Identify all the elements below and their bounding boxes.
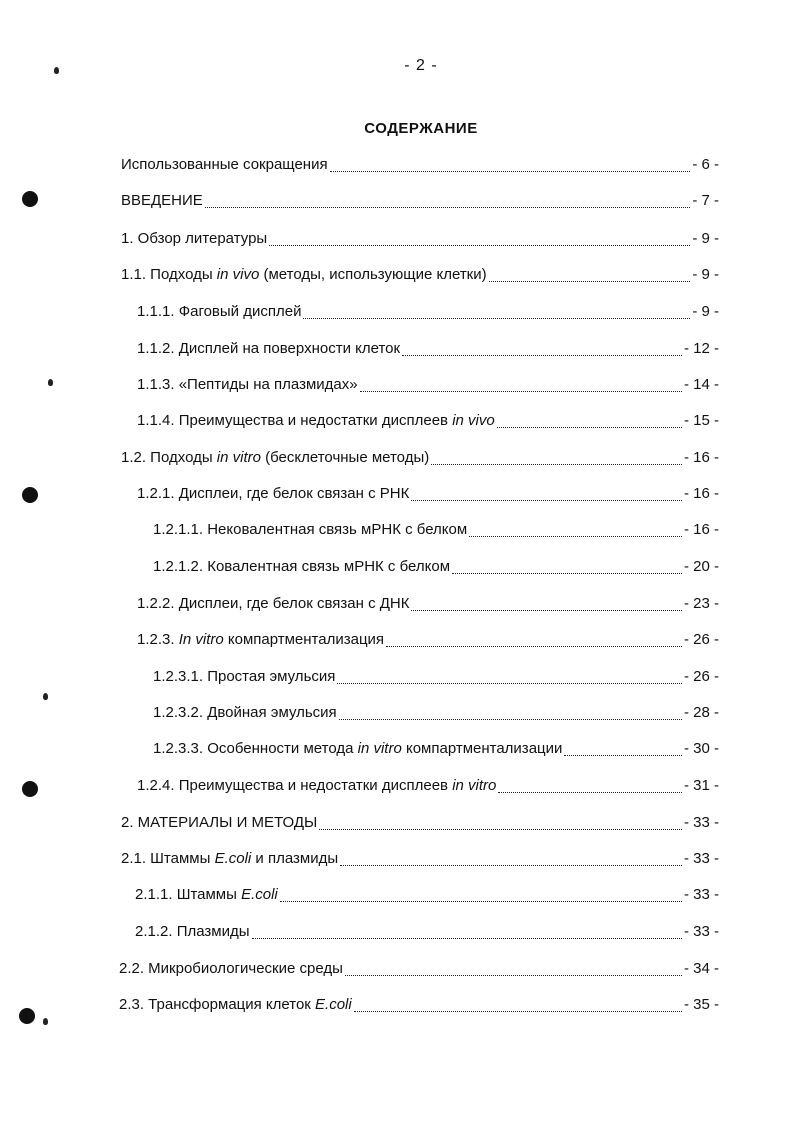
toc-entry-title: 2. МАТЕРИАЛЫ И МЕТОДЫ <box>121 814 318 831</box>
toc-entry-title: ВВЕДЕНИЕ <box>121 192 203 209</box>
toc-entry-title <box>137 411 495 431</box>
toc-entry-title: 1.2.3.1. Простая эмульсия <box>153 668 336 685</box>
toc-entry[interactable] <box>135 885 719 905</box>
toc-entry-title-italic: E.coli <box>315 996 352 1013</box>
toc-entry-title: 1.1.1. Фаговый дисплей <box>137 303 302 320</box>
toc-entry-title-italic: in vitro <box>216 449 261 466</box>
toc-entry-page: - 7 - <box>692 192 719 209</box>
toc-entry-title: 1.2.1.2. Ковалентная связь мРНК с белком <box>153 558 451 575</box>
toc-entry-title <box>121 265 487 285</box>
toc-entry-title-italic: E.coli <box>214 850 252 867</box>
toc-entry-title-part: компартментализация <box>223 631 385 648</box>
scan-speck-mark <box>43 1018 48 1025</box>
toc-entry-page: - 14 - <box>683 376 719 393</box>
toc-entry-page: - 35 - <box>683 996 719 1013</box>
toc-entry-title: 1.2.1.1. Нековалентная связь мРНК с белком <box>153 521 468 538</box>
toc-entry-title: 1.2.1. Дисплеи, где белок связан с РНК <box>137 485 410 502</box>
toc-entry-page: - 23 - <box>683 595 719 612</box>
dot-leader <box>402 345 682 359</box>
toc-entry[interactable] <box>137 630 719 650</box>
dot-leader <box>340 855 682 869</box>
dot-leader <box>345 965 682 979</box>
toc-entry-title-part: 1.2.3. <box>137 631 179 648</box>
dot-leader <box>252 928 682 942</box>
toc-entry-title-italic: in vitro <box>357 740 402 757</box>
punch-hole-mark <box>22 191 38 207</box>
punch-hole-mark <box>19 1008 35 1024</box>
toc-entry-title-italic: In vitro <box>178 631 224 648</box>
dot-leader <box>303 308 690 322</box>
toc-entry[interactable] <box>137 375 719 395</box>
toc-entry-title-part: 2.1.1. Штаммы <box>135 886 242 903</box>
toc-entry[interactable] <box>121 191 719 211</box>
toc-entry-page: - 28 - <box>683 704 719 721</box>
toc-entry[interactable] <box>121 448 719 468</box>
dot-leader <box>411 490 682 504</box>
dot-leader <box>337 673 682 687</box>
toc-entry-title: 1.2.2. Дисплеи, где белок связан с ДНК <box>137 595 410 612</box>
toc-entry[interactable] <box>153 739 719 759</box>
toc-entry-page: - 9 - <box>692 303 719 320</box>
dot-leader <box>319 819 682 833</box>
toc-entry-title: 2.2. Микробиологические среды <box>119 960 343 977</box>
dot-leader <box>431 454 682 468</box>
toc-entry-title: 2.1.2. Плазмиды <box>135 923 250 940</box>
toc-entry-page: - 9 - <box>692 266 719 283</box>
toc-entry[interactable] <box>153 520 719 540</box>
punch-hole-mark <box>22 781 38 797</box>
toc-entry-page: - 33 - <box>683 886 719 903</box>
dot-leader <box>497 417 682 431</box>
toc-entry[interactable] <box>119 995 719 1015</box>
toc-entry-title <box>137 630 384 650</box>
scan-speck-mark <box>48 379 53 386</box>
dot-leader <box>564 745 682 759</box>
toc-entry-page: - 26 - <box>683 668 719 685</box>
toc-entry-title-part: 2.3. Трансформация клеток <box>119 996 316 1013</box>
toc-entry[interactable] <box>121 813 719 833</box>
toc-entry-page: - 33 - <box>683 814 719 831</box>
toc-entry-title-italic: in vivo <box>452 412 495 429</box>
dot-leader <box>280 891 682 905</box>
toc-entry-title <box>119 995 352 1015</box>
toc-entry-title-part: 1.2.4. Преимущества и недостатки дисплеев <box>137 777 453 794</box>
dot-leader <box>498 782 682 796</box>
toc-entry-title: 1.2.3.2. Двойная эмульсия <box>153 704 337 721</box>
toc-entry-page: - 34 - <box>683 960 719 977</box>
toc-entry[interactable] <box>121 155 719 175</box>
toc-entry[interactable] <box>137 484 719 504</box>
toc-entry-title <box>135 885 278 905</box>
dot-leader <box>411 600 682 614</box>
toc-entry[interactable] <box>119 959 719 979</box>
dot-leader <box>330 161 691 175</box>
dot-leader <box>354 1001 682 1015</box>
toc-entry-title: 1.1.3. «Пептиды на плазмидах» <box>137 376 358 393</box>
toc-title: СОДЕРЖАНИЕ <box>364 120 478 137</box>
toc-entry[interactable] <box>121 229 719 249</box>
toc-entry-page: - 16 - <box>683 521 719 538</box>
punch-hole-mark <box>22 487 38 503</box>
dot-leader <box>489 271 691 285</box>
toc-entry-title <box>121 448 429 468</box>
toc-entry-page: - 9 - <box>692 230 719 247</box>
toc-entry-title-part: и плазмиды <box>251 850 339 867</box>
toc-entry-title-part: (методы, использующие клетки) <box>259 266 487 283</box>
toc-entry-title: Использованные сокращения <box>121 156 328 173</box>
dot-leader <box>452 563 682 577</box>
dot-leader <box>360 381 682 395</box>
toc-entry-page: - 6 - <box>692 156 719 173</box>
toc-entry[interactable] <box>137 411 719 431</box>
toc-entry-title-part: 1.2.3.3. Особенности метода <box>153 740 358 757</box>
dot-leader <box>339 709 682 723</box>
toc-entry-title <box>137 776 496 796</box>
toc-entry-title <box>153 739 562 759</box>
toc-entry-page: - 16 - <box>683 449 719 466</box>
toc-entry[interactable] <box>121 849 719 869</box>
dot-leader <box>386 636 682 650</box>
toc-entry-title: 1.1.2. Дисплей на поверхности клеток <box>137 340 401 357</box>
scan-speck-mark <box>54 67 59 74</box>
toc-entry-title: 1. Обзор литературы <box>121 230 268 247</box>
toc-entry[interactable] <box>121 265 719 285</box>
toc-entry-page: - 33 - <box>683 923 719 940</box>
toc-entry-page: - 26 - <box>683 631 719 648</box>
dot-leader <box>269 235 690 249</box>
toc-entry-title-part: (бесклеточные методы) <box>260 449 430 466</box>
toc-entry-title-part: 1.1. Подходы <box>121 266 217 283</box>
toc-entry-page: - 15 - <box>683 412 719 429</box>
toc-entry-page: - 12 - <box>683 340 719 357</box>
toc-entry[interactable] <box>137 302 719 322</box>
toc-entry-title-part: 1.2. Подходы <box>121 449 217 466</box>
toc-entry-title-italic: in vivo <box>216 266 260 283</box>
toc-entry-page: - 31 - <box>683 777 719 794</box>
toc-entry-page: - 16 - <box>683 485 719 502</box>
page-number: - 2 - <box>404 57 438 74</box>
toc-entry[interactable] <box>137 339 719 359</box>
toc-entry-title-part: 2.1. Штаммы <box>121 850 215 867</box>
toc-entry[interactable] <box>153 667 719 687</box>
scan-speck-mark <box>43 693 48 700</box>
toc-entry[interactable] <box>135 922 719 942</box>
toc-entry-page: - 30 - <box>683 740 719 757</box>
toc-entry-title-part: компартментализации <box>401 740 563 757</box>
toc-entry-title-part: 1.1.4. Преимущества и недостатки дисплеев <box>137 412 453 429</box>
toc-entry-title <box>121 849 338 869</box>
dot-leader <box>469 526 682 540</box>
dot-leader <box>205 197 691 211</box>
toc-entry-page: - 33 - <box>683 850 719 867</box>
toc-entry[interactable] <box>153 703 719 723</box>
toc-entry-title-italic: E.coli <box>241 886 278 903</box>
toc-entry[interactable] <box>153 557 719 577</box>
toc-entry[interactable] <box>137 594 719 614</box>
toc-entry-title-italic: in vitro <box>452 777 497 794</box>
toc-entry[interactable] <box>137 776 719 796</box>
toc-entry-page: - 20 - <box>683 558 719 575</box>
